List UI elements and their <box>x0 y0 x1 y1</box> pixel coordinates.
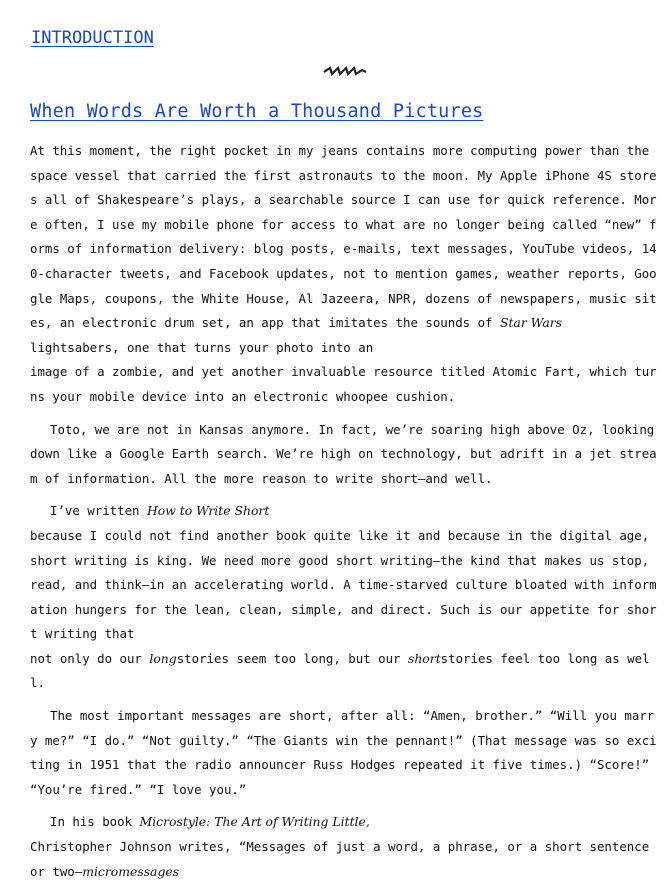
paragraph-5 <box>30 810 660 884</box>
paragraph-1-line-break: lightsabers, one that turns your photo into an <box>30 339 374 355</box>
paragraph-2-text: Toto, we are not in Kansas anymore. In fact, we’re soaring high above Oz, looking down like a Google Earth search. We’re high on technology, but adrift in a jet stream of information. All the more reason to write short—and well. <box>30 421 657 486</box>
paragraph-5-body: Christopher Johnson writes, “Messages of just a word, a phrase, or a short sentence or two— <box>30 839 650 879</box>
paragraph-1-italic-title: Star Wars <box>499 315 563 331</box>
paragraph-5-italic-title: Microstyle: The Art of Writing Little, <box>139 814 370 830</box>
paragraph-5-first-line <box>30 810 660 835</box>
paragraph-5-lead: In his book <box>50 814 140 830</box>
paragraph-4-text: The most important messages are short, after all: “Amen, brother.” “Will you marry me?” “I do.” “Not guilty.” “The Giants win the pennant!” (That message was so exciting in 1951 that the radio announcer Russ Hodges repeated it five times.) “Score!” “You’re fired.” “I love you.” <box>30 708 657 797</box>
paragraph-4 <box>30 704 660 802</box>
body-text <box>30 139 660 892</box>
paragraph-3-tail-3: stories feel too long as well. <box>30 650 650 691</box>
chapter-title-link[interactable]: When Words Are Worth a Thousand Pictures <box>30 101 484 122</box>
paragraph-2 <box>30 418 660 492</box>
paragraph-3-tail-2: stories seem too long, but our <box>176 650 408 666</box>
paragraph-3 <box>30 499 660 696</box>
paragraph-1 <box>30 139 660 410</box>
paragraph-1-text: At this moment, the right pocket in my jeans contains more computing power than the space vessel that carried the first astronauts to the moon. My Apple iPhone 4S stores all of Shakespeare’s plays, a searchable source I can use for quick reference. More often, I use my mobile phone for access to what are no longer being called “new” forms of information delivery: blog posts, e-mails, text messages, YouTube videos, 140-character tweets, and Facebook updates, not to mention games, weather reports, Google Maps, coupons, the White House, Al Jazeera, NPR, dozens of newspapers, music sites, an electronic drum set, an app that imitates the sounds of <box>30 143 657 331</box>
paragraph-3-last-line <box>30 647 660 696</box>
squiggle-ornament-icon <box>322 64 368 78</box>
paragraph-3-first-line <box>30 499 660 524</box>
paragraph-3-italic-title: How to Write Short <box>146 503 270 519</box>
paragraph-3-italic-short: short <box>407 650 441 666</box>
section-heading-link[interactable]: INTRODUCTION <box>31 28 154 48</box>
paragraph-3-italic-long: long <box>149 650 177 666</box>
paragraph-1-continuation: image of a zombie, and yet another invaluable resource titled Atomic Fart, which turns your mobile device into an electronic whoopee cushion. <box>30 364 657 404</box>
paragraph-3-lead: I’ve written <box>50 503 147 519</box>
paragraph-3-body: because I could not find another book quite like it and because in the digital age, short writing is king. We need more good short writing—the kind that makes us stop, read, and think—in an accelerating world. A time-starved culture bloated with information hungers for the lean, clean, simple, and direct. Such is our appetite for short writing that <box>30 527 657 642</box>
paragraph-5-italic-term: micromessages <box>82 863 180 879</box>
paragraph-3-tail-1: not only do our <box>30 650 150 666</box>
